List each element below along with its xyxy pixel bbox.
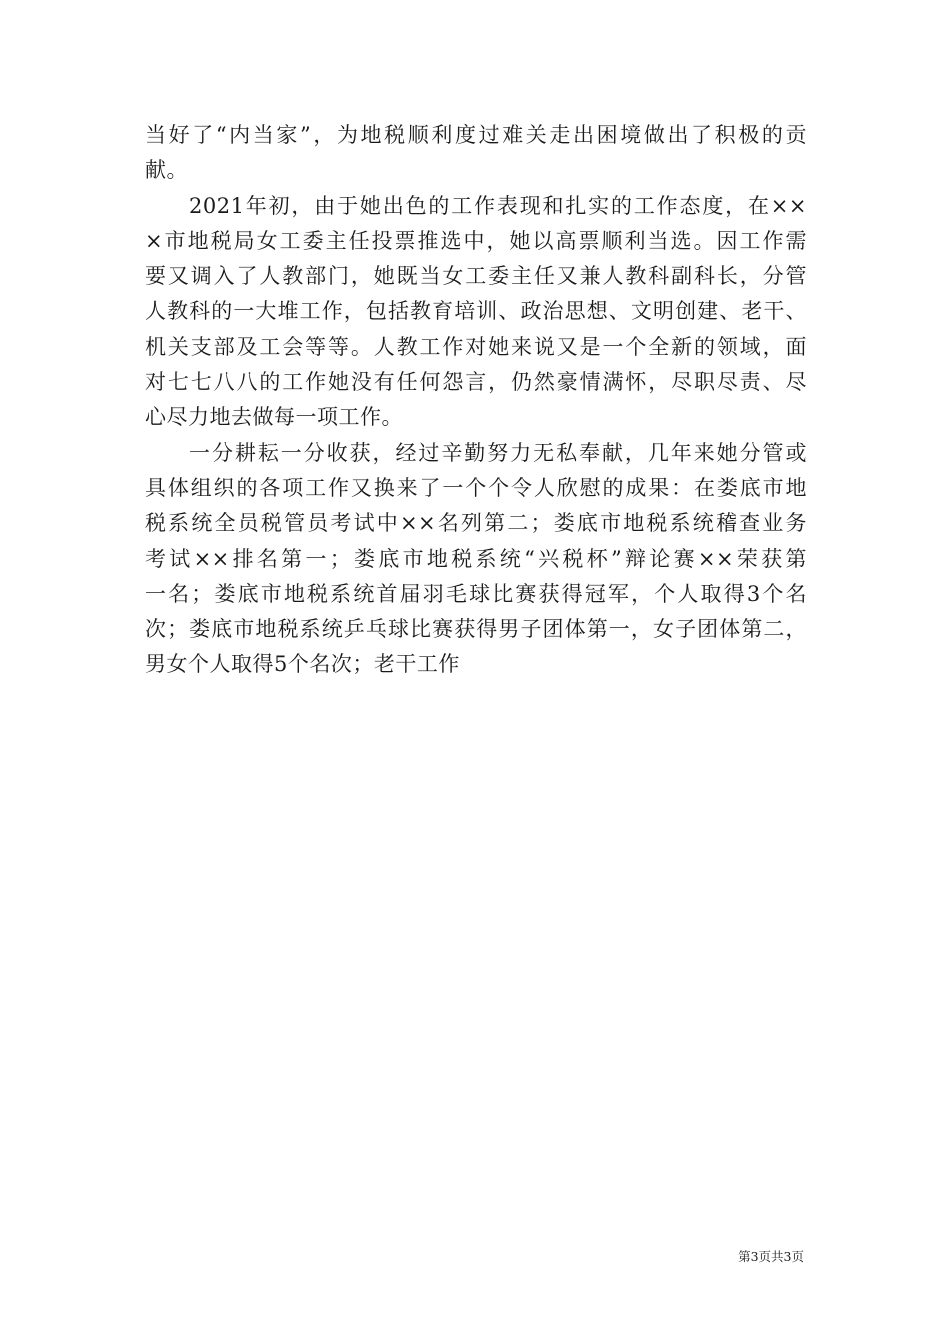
text-line: 献。 <box>145 158 188 183</box>
text-line: 2021年初，由于她出色的工作表现和扎实的工作态度，在×× <box>189 193 807 218</box>
text-line: 要又调入了人教部门，她既当女工委主任又兼人教科副科长，分管 <box>145 264 807 289</box>
text-line: 一分耕耘一分收获，经过辛勤努力无私奉献，几年来她分管或 <box>189 440 807 465</box>
text-line: 心尽力地去做每一项工作。 <box>145 405 403 430</box>
text-line: 考试××排名第一；娄底市地税系统“兴税杯”辩论赛××荣获第 <box>145 546 807 571</box>
text-line: 税系统全员税管员考试中××名列第二；娄底市地税系统稽查业务 <box>145 511 807 536</box>
text-line: 对七七八八的工作她没有任何怨言，仍然豪情满怀，尽职尽责、尽 <box>145 370 807 395</box>
text-line: 人教科的一大堆工作，包括教育培训、政治思想、文明创建、老干、 <box>145 299 807 324</box>
body-text <box>145 118 807 683</box>
text-line: 当好了“内当家”，为地税顺利度过难关走出困境做出了积极的贡 <box>145 123 807 147</box>
text-line: ×市地税局女工委主任投票推选中，她以高票顺利当选。因工作需 <box>145 228 807 253</box>
page-number: 第3页共3页 <box>738 1249 804 1264</box>
text-line: 次；娄底市地税系统乒乓球比赛获得男子团体第一，女子团体第二， <box>145 617 807 642</box>
text-line: 男女个人取得5个名次；老干工作 <box>145 652 460 677</box>
text-line: 具体组织的各项工作又换来了一个个令人欣慰的成果：在娄底市地 <box>145 475 807 500</box>
text-line: 机关支部及工会等等。人教工作对她来说又是一个全新的领域，面 <box>145 334 807 359</box>
text-line: 一名；娄底市地税系统首届羽毛球比赛获得冠军，个人取得3个名 <box>145 581 807 606</box>
